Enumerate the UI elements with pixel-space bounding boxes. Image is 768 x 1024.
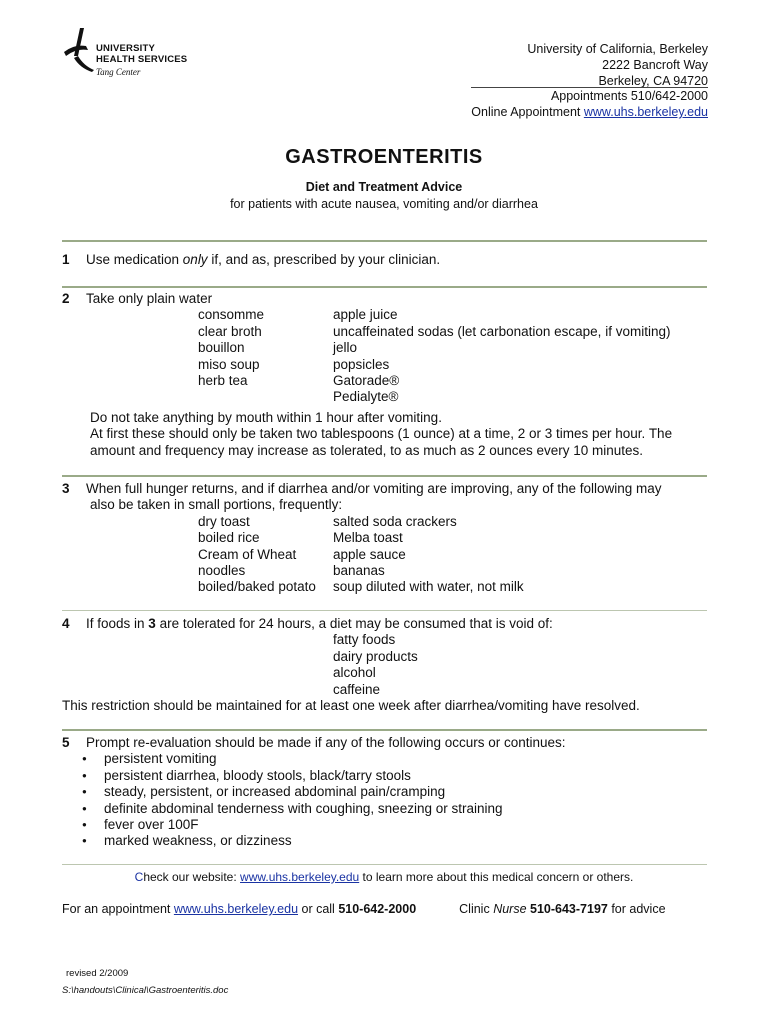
food-item: boiled/baked potato — [198, 579, 316, 595]
section-divider — [62, 475, 707, 477]
liquid-item: popsicles — [333, 356, 390, 372]
website-note-text: heck our website: — [143, 870, 241, 884]
s2-intro: Take only plain water — [86, 291, 213, 306]
s4-text: If foods in — [86, 616, 149, 631]
liquid-item: bouillon — [198, 340, 245, 356]
website-link[interactable]: www.uhs.berkeley.edu — [240, 870, 360, 884]
s2-note: At first these should only be taken two tablespoons (1 ounce) at a time, 2 or 3 times per hour. The — [90, 426, 673, 442]
section-5 — [62, 735, 712, 850]
website-note — [0, 870, 768, 884]
liquid-item: miso soup — [198, 356, 260, 372]
s4-ref: 3 — [148, 616, 156, 631]
food-item: soup diluted with water, not milk — [333, 579, 524, 595]
s3-text: also be taken in small portions, frequently: — [90, 497, 343, 513]
list-item: ● persistent diarrhea, bloody stools, black/tarry stools — [82, 768, 712, 784]
section-number: 3 — [62, 481, 70, 496]
appointment-block — [471, 87, 708, 120]
page-subtitle: Diet and Treatment Advice — [305, 180, 463, 194]
liquid-item: Gatorade® — [333, 372, 400, 388]
s4-restriction: This restriction should be maintained for at least one week after diarrhea/vomiting have resolved. — [62, 697, 640, 713]
address-block — [527, 41, 708, 89]
address-line: University of California, Berkeley — [527, 42, 708, 56]
liquid-item: herb tea — [198, 372, 248, 388]
s4-text: are tolerated for 24 hours, a diet may be consumed that is void of: — [155, 616, 553, 631]
footer-divider — [62, 864, 707, 865]
appointment-line — [62, 902, 666, 916]
list-item: ● definite abdominal tenderness with coughing, sneezing or straining — [82, 801, 712, 817]
liquid-item: clear broth — [198, 323, 262, 339]
warning-list — [62, 751, 712, 849]
section-number: 5 — [62, 735, 70, 750]
liquid-item: jello — [333, 340, 358, 356]
liquid-item: Pedialyte® — [333, 389, 399, 405]
appointment-link[interactable]: www.uhs.berkeley.edu — [173, 902, 299, 916]
avoid-item: caffeine — [333, 681, 381, 697]
logo-line-university: UNIVERSITY — [96, 43, 156, 54]
section-2 — [62, 291, 712, 459]
online-appointment-link[interactable]: www.uhs.berkeley.edu — [583, 105, 708, 119]
address-line: Berkeley, CA 94720 — [598, 74, 708, 88]
list-item: ● steady, persistent, or increased abdominal pain/cramping — [82, 784, 712, 800]
s2-note: amount and frequency may increase as tolerated, to as much as 2 ounces every 10 minutes. — [90, 442, 644, 458]
liquid-item: consomme — [198, 307, 265, 323]
uhs-logo — [62, 26, 242, 86]
avoid-item: fatty foods — [333, 632, 396, 648]
online-appointment — [471, 104, 708, 120]
section-divider — [62, 610, 707, 611]
clinic-advice-text: for advice — [607, 902, 666, 916]
section-divider — [62, 286, 707, 288]
s2-note: Do not take anything by mouth within 1 hour after vomiting. — [90, 409, 442, 425]
s1-text: Use medication — [86, 252, 183, 267]
logo-wordmark — [96, 43, 187, 65]
list-item: ● fever over 100F — [82, 817, 712, 833]
section-number: 1 — [62, 252, 70, 267]
clinic-phone: 510-643-7197 — [526, 902, 608, 916]
food-item: boiled rice — [198, 530, 260, 546]
food-item: Cream of Wheat — [198, 546, 297, 562]
revision-date: revised 2/2009 — [66, 968, 129, 979]
food-item: noodles — [198, 562, 246, 578]
appointment-label: For an appointment — [62, 902, 174, 916]
appointment-text: or call — [298, 902, 339, 916]
food-item: salted soda crackers — [333, 513, 457, 529]
avoid-item: dairy products — [333, 648, 418, 664]
online-appointment-label: Online Appointment — [471, 105, 584, 119]
logo-line-health-services: HEALTH SERVICES — [96, 54, 188, 65]
avoid-item: alcohol — [333, 665, 376, 681]
food-item: apple sauce — [333, 546, 406, 562]
section-number: 4 — [62, 616, 70, 631]
food-item: bananas — [333, 562, 385, 578]
logo-subtitle: Tang Center — [96, 67, 141, 77]
s5-intro: Prompt re-evaluation should be made if any of the following occurs or continues: — [86, 735, 566, 750]
s3-text: When full hunger returns, and if diarrhea and/or vomiting are improving, any of the following may — [86, 481, 662, 496]
section-1 — [62, 252, 712, 268]
list-item: ● marked weakness, or dizziness — [82, 833, 712, 849]
address-line: 2222 Bancroft Way — [602, 58, 708, 72]
website-note-text: to learn more about this medical concern or others. — [359, 870, 634, 884]
appointments-phone: Appointments 510/642-2000 — [550, 89, 708, 103]
logo-mark-icon — [62, 26, 96, 74]
food-item: Melba toast — [333, 530, 403, 546]
clinic-nurse-label: Nurse — [493, 902, 527, 916]
clinic-label: Clinic — [459, 902, 494, 916]
liquid-item: apple juice — [333, 307, 398, 323]
section-number: 2 — [62, 291, 70, 306]
food-item: dry toast — [198, 513, 250, 529]
section-divider — [62, 729, 707, 731]
s1-text: if, and as, prescribed by your clinician. — [207, 252, 441, 267]
page-title: GASTROENTERITIS — [285, 146, 483, 168]
page-subtitle-description: for patients with acute nausea, vomiting and/or diarrhea — [230, 197, 538, 211]
section-4 — [62, 616, 712, 714]
website-note-initial: C — [134, 870, 144, 884]
section-3 — [62, 481, 712, 596]
file-path: S:\handouts\Clinical\Gastroenteritis.doc — [62, 985, 229, 996]
list-item: ● persistent vomiting — [82, 751, 712, 767]
section-divider — [62, 240, 707, 242]
appointment-phone: 510-642-2000 — [338, 902, 417, 916]
liquid-item: uncaffeinated sodas (let carbonation escape, if vomiting) — [333, 323, 671, 339]
s1-emphasis: only — [182, 252, 208, 267]
